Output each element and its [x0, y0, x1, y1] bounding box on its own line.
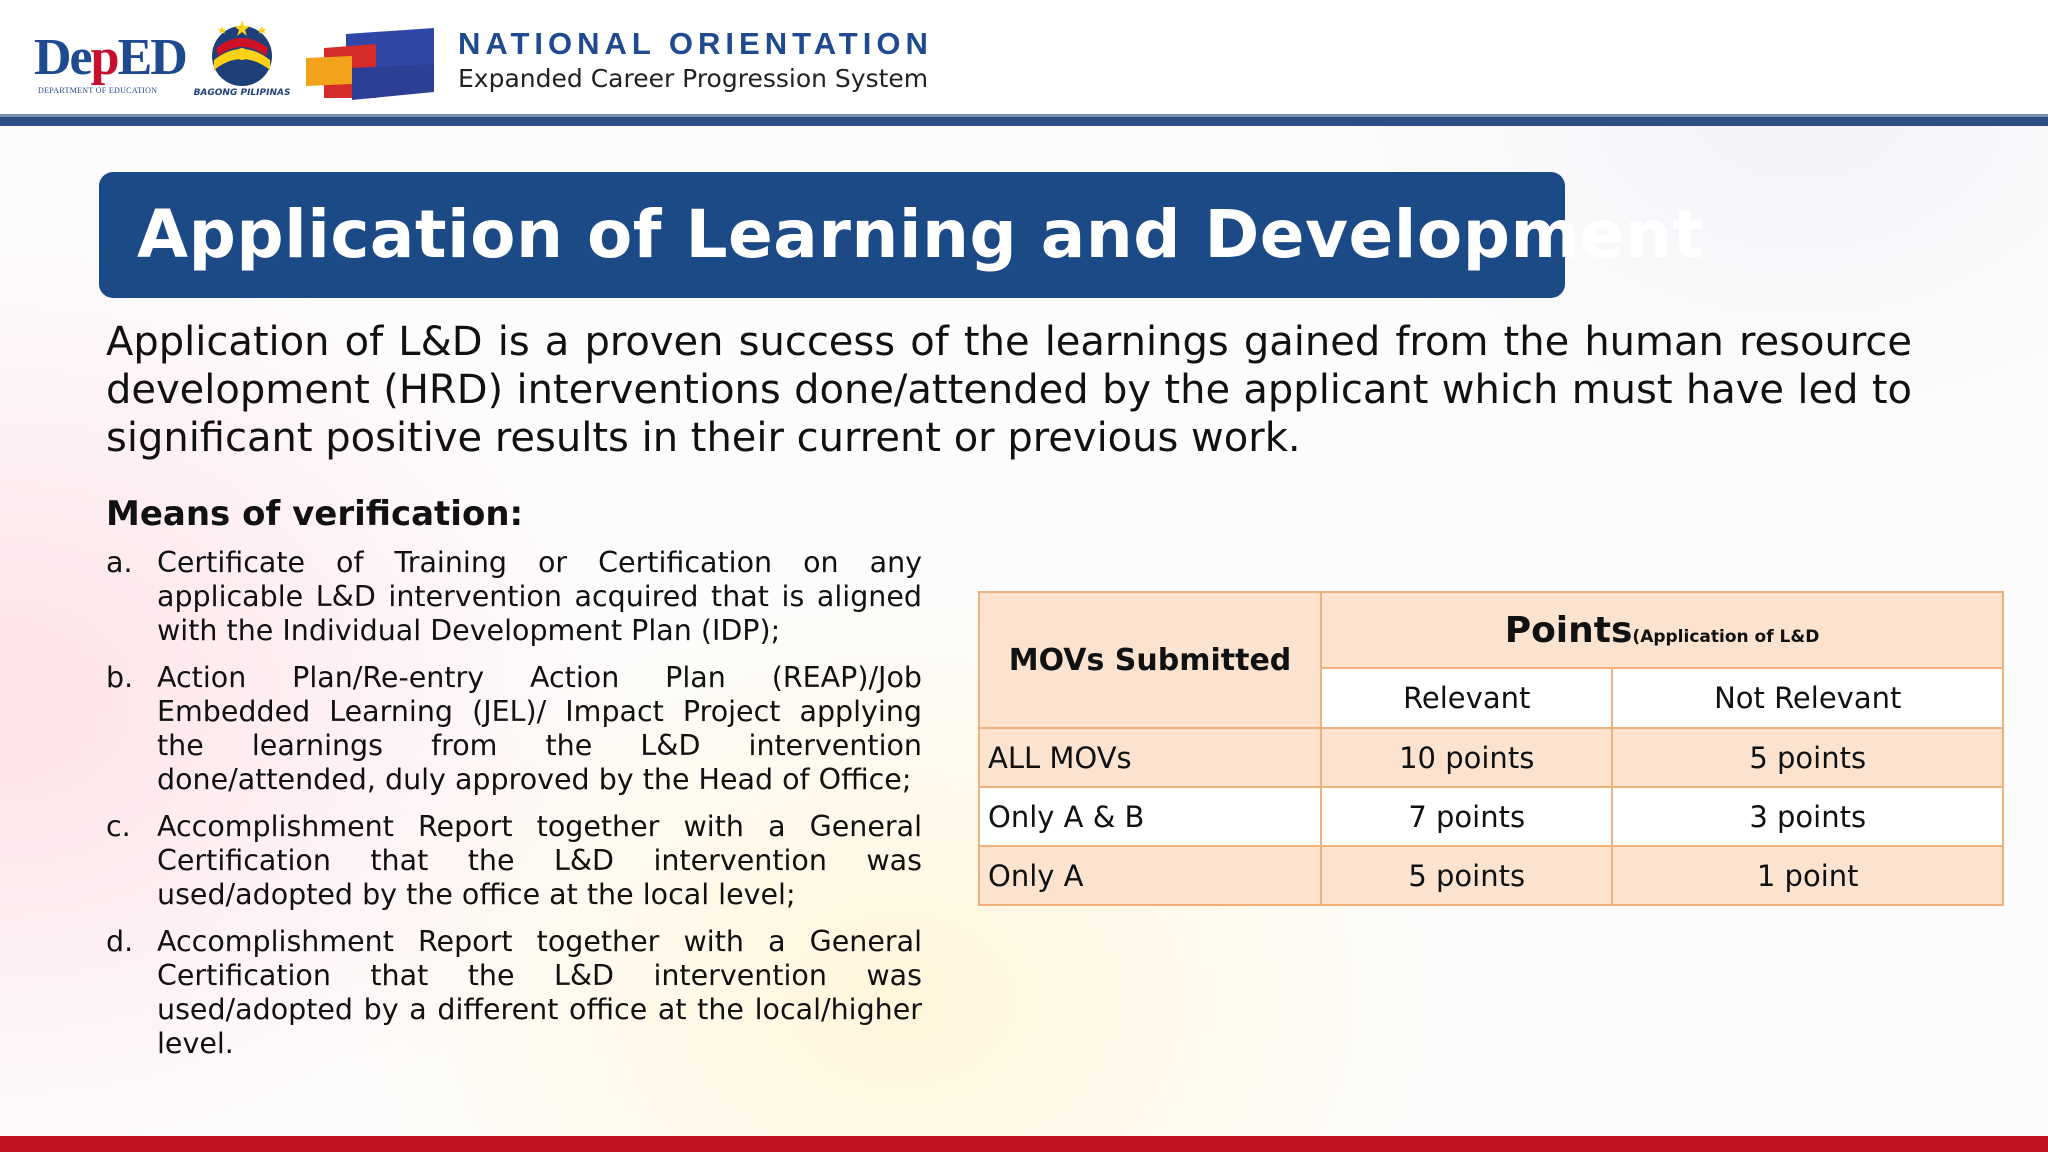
mov-item-b	[106, 661, 922, 797]
header-relevant: Relevant	[1321, 668, 1612, 728]
bagong-pilipinas-emblem-icon	[192, 18, 292, 90]
row-label: ALL MOVs	[979, 728, 1321, 787]
row-label: Only A & B	[979, 787, 1321, 846]
row-not-relevant-points: 5 points	[1612, 728, 2003, 787]
deped-logo	[34, 26, 184, 98]
mov-item-d	[106, 925, 922, 1061]
table-row	[979, 846, 2003, 905]
header-points-label: Points	[1504, 609, 1633, 651]
header-subtitle: Expanded Career Progression System	[458, 64, 929, 93]
row-relevant-points: 7 points	[1321, 787, 1612, 846]
slide-title: Application of Learning and Development	[137, 196, 1705, 273]
table-row	[979, 787, 2003, 846]
row-not-relevant-points: 3 points	[1612, 787, 2003, 846]
row-label: Only A	[979, 846, 1321, 905]
mov-item-letter: c.	[106, 810, 131, 843]
mov-item-letter: b.	[106, 661, 134, 694]
header-points-subscript: (Application of L&D	[1632, 626, 1820, 647]
bagong-pilipinas-label: BAGONG PILIPINAS	[193, 88, 291, 98]
mov-item-a	[106, 546, 922, 648]
row-relevant-points: 5 points	[1321, 846, 1612, 905]
header-points	[1321, 592, 2003, 668]
header-not-relevant: Not Relevant	[1612, 668, 2003, 728]
table-row	[979, 728, 2003, 787]
intro-paragraph: Application of L&D is a proven success of the learnings gained from the human resource development (HRD) interventions done/attended by the applicant which must have led to significant positive results in their current or previous work.	[106, 319, 1912, 461]
mov-item-text: Accomplishment Report together with a General Certification that the L&D intervention was used/adopted by a different office at the local/higher level.	[157, 925, 922, 1060]
ecps-logo	[306, 28, 434, 100]
mov-item-c	[106, 810, 922, 912]
header-divider	[0, 114, 2048, 126]
bottom-accent-bar	[0, 1136, 2048, 1152]
mov-item-text: Certificate of Training or Certification on any applicable L&D intervention acquired that is aligned with the Individual Development Plan (IDP);	[157, 546, 922, 647]
mov-item-text: Accomplishment Report together with a General Certification that the L&D intervention was used/adopted by the office at the local level;	[157, 810, 922, 911]
means-of-verification-heading: Means of verification:	[106, 494, 524, 534]
header-bar	[0, 0, 2048, 114]
deped-logo-subtext: DEPARTMENT OF EDUCATION	[38, 86, 158, 95]
mov-item-letter: d.	[106, 925, 134, 958]
bagong-pilipinas-logo	[192, 18, 292, 102]
points-table	[978, 591, 2004, 906]
deped-logo-wordmark: DepED	[34, 29, 186, 86]
mov-item-letter: a.	[106, 546, 133, 579]
ecps-emblem-icon	[306, 28, 434, 100]
title-banner	[99, 172, 1705, 298]
table-header-row	[979, 592, 2003, 668]
row-not-relevant-points: 1 point	[1612, 846, 2003, 905]
mov-item-text: Action Plan/Re-entry Action Plan (REAP)/Job Embedded Learning (JEL)/ Impact Project applying the learnings from the L&D intervention done/attended, duly approved by the Head of Office;	[157, 661, 922, 796]
header-movs-submitted: MOVs Submitted	[979, 592, 1321, 728]
header-title: NATIONAL ORIENTATION	[458, 26, 933, 61]
mov-list	[106, 546, 922, 1074]
row-relevant-points: 10 points	[1321, 728, 1612, 787]
